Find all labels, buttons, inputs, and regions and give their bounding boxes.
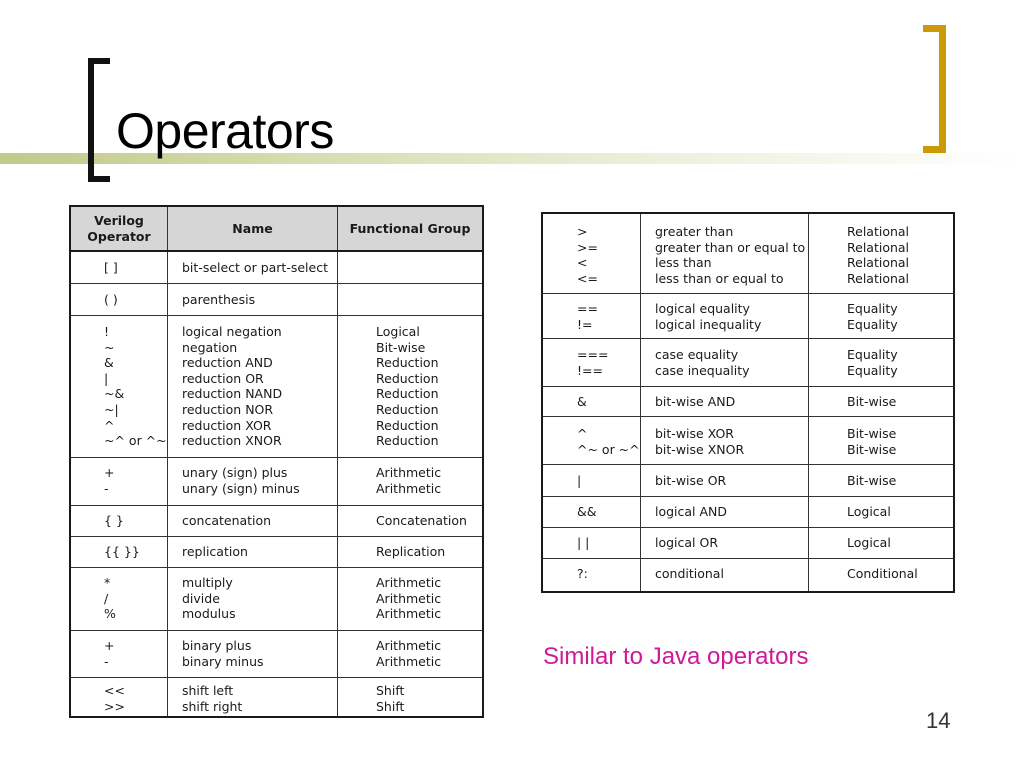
group-cell (338, 284, 482, 315)
operator-cell (543, 465, 641, 496)
table-row (71, 252, 482, 284)
operator-symbol: !== (577, 362, 603, 378)
operator-name: case inequality (655, 362, 750, 378)
operator-name: binary plus (182, 638, 252, 653)
name-cell (641, 465, 809, 496)
name-cell (641, 214, 809, 293)
operator-cell (71, 458, 168, 505)
name-cell (641, 528, 809, 558)
operator-cell (543, 528, 641, 558)
header-name-line: Name (232, 220, 273, 236)
operator-name: logical OR (655, 535, 719, 550)
caption-text: Similar to Java operators (543, 643, 809, 670)
operator-symbol: === (577, 347, 609, 362)
group-cell (809, 559, 953, 591)
operator-symbol: / (104, 590, 109, 606)
name-cell (641, 387, 809, 416)
operator-name: bit-wise OR (655, 473, 727, 488)
operator-symbol: { } (104, 513, 124, 528)
operator-name: reduction XOR (182, 417, 272, 433)
operator-symbol: && (577, 504, 597, 519)
operator-cell (71, 506, 168, 536)
operator-name: replication (182, 544, 248, 559)
operator-symbol: ^ (104, 417, 115, 433)
table-row (71, 458, 482, 506)
operator-group: Arithmetic (376, 638, 442, 653)
operator-group: Equality (847, 362, 898, 378)
operator-symbol: ~| (104, 401, 119, 417)
operator-cell (71, 252, 168, 283)
operator-symbol: ! (104, 324, 110, 339)
verilog-operators-table (69, 205, 484, 718)
operator-cell (543, 497, 641, 527)
operator-group (376, 260, 482, 276)
operator-group: Logical (847, 504, 891, 519)
table-row (543, 528, 953, 559)
header-name (168, 207, 338, 250)
group-cell (338, 458, 482, 505)
operator-symbol: [ ] (104, 260, 118, 275)
operator-group: Arithmetic (376, 606, 442, 622)
operator-group: Reduction (376, 370, 439, 386)
name-cell (168, 537, 338, 567)
table-row (71, 284, 482, 316)
operator-symbol: ^~ or ~^ (577, 441, 640, 457)
operator-group: Bit-wise (847, 441, 897, 457)
name-cell (641, 417, 809, 464)
operator-group: Arithmetic (376, 653, 442, 669)
group-cell (809, 214, 953, 293)
operator-group: Arithmetic (376, 575, 442, 590)
operator-symbol: + (104, 465, 115, 480)
table-row (71, 631, 482, 678)
operators-continued-table (541, 212, 955, 593)
operator-symbol: >= (577, 239, 598, 255)
operator-cell (543, 339, 641, 386)
operator-name: concatenation (182, 513, 272, 528)
name-cell (168, 284, 338, 315)
operator-name: less than or equal to (655, 270, 784, 286)
operator-group: Equality (847, 316, 898, 332)
name-cell (168, 506, 338, 536)
operator-symbol: >> (104, 698, 125, 714)
group-cell (338, 316, 482, 457)
table-row (543, 417, 953, 465)
operator-group: Replication (376, 544, 446, 559)
operator-group: Reduction (376, 401, 439, 417)
table-row (71, 506, 482, 537)
operator-symbol: {{ }} (104, 544, 140, 559)
operator-symbol: | (104, 370, 109, 386)
operator-cell (543, 387, 641, 416)
name-cell (168, 252, 338, 283)
left-bracket-decoration (88, 58, 110, 182)
operator-symbol: + (104, 638, 115, 653)
operator-group: Logical (376, 324, 420, 339)
operator-group: Relational (847, 270, 910, 286)
table-header-row (71, 207, 482, 252)
operator-cell (543, 417, 641, 464)
operator-symbol: | (577, 473, 582, 488)
group-cell (338, 678, 482, 716)
operator-symbol: & (577, 394, 587, 409)
operator-name: case equality (655, 347, 739, 362)
operator-group: Relational (847, 224, 910, 239)
operator-cell (71, 537, 168, 567)
group-cell (338, 252, 482, 283)
header-functional-group (338, 207, 482, 250)
table-row (543, 387, 953, 417)
operator-cell (543, 294, 641, 338)
slide-title: Operators (116, 103, 334, 159)
operator-symbol: * (104, 575, 111, 590)
operator-group: Conditional (847, 566, 918, 581)
operator-symbol: > (577, 224, 588, 239)
operator-cell (71, 568, 168, 630)
group-cell (809, 339, 953, 386)
operator-group: Bit-wise (376, 339, 426, 355)
operator-name: modulus (182, 606, 236, 622)
operator-symbol: != (577, 316, 593, 332)
operator-group: Bit-wise (847, 473, 897, 488)
operator-group: Relational (847, 239, 910, 255)
operator-name: parenthesis (182, 292, 256, 307)
operator-name: logical negation (182, 324, 282, 339)
operator-cell (71, 678, 168, 716)
operator-name: negation (182, 339, 238, 355)
operator-cell (543, 214, 641, 293)
operator-name: multiply (182, 575, 233, 590)
group-cell (809, 497, 953, 527)
operator-name: bit-wise XOR (655, 426, 734, 441)
operator-symbol: ( ) (104, 292, 118, 307)
table-row (71, 537, 482, 568)
operator-symbol: - (104, 480, 109, 496)
operator-symbol: & (104, 355, 114, 371)
operator-cell (71, 316, 168, 457)
operator-symbol: == (577, 301, 598, 316)
operator-name: divide (182, 590, 220, 606)
name-cell (641, 339, 809, 386)
operator-symbol: ?: (577, 566, 588, 581)
group-cell (809, 528, 953, 558)
operator-name: shift left (182, 683, 234, 698)
operator-group: Shift (376, 683, 405, 698)
operator-name: logical AND (655, 504, 728, 519)
table-row (71, 316, 482, 458)
table-row (71, 678, 482, 716)
operator-group: Reduction (376, 433, 439, 449)
table-row (543, 465, 953, 497)
group-cell (809, 387, 953, 416)
page-number: 14 (926, 708, 951, 733)
name-cell (168, 568, 338, 630)
operator-symbol: <= (577, 270, 598, 286)
operator-group: Concatenation (376, 513, 467, 528)
group-cell (338, 568, 482, 630)
operator-symbol: < (577, 255, 588, 271)
operator-group: Arithmetic (376, 590, 442, 606)
header-operator-line: Verilog (94, 212, 144, 228)
operator-group: Shift (376, 698, 405, 714)
operator-name: greater than or equal to (655, 239, 806, 255)
operator-name: unary (sign) plus (182, 465, 288, 480)
operator-name: less than (655, 255, 712, 271)
operator-name: binary minus (182, 653, 264, 669)
group-cell (809, 294, 953, 338)
group-cell (338, 631, 482, 677)
operator-group: Arithmetic (376, 465, 442, 480)
group-cell (809, 417, 953, 464)
operator-group: Relational (847, 255, 910, 271)
right-bracket-decoration (923, 25, 946, 153)
header-operator-line: Operator (87, 228, 151, 244)
group-cell (338, 537, 482, 567)
operator-symbol: | | (577, 535, 590, 550)
name-cell (168, 458, 338, 505)
table-row (543, 214, 953, 294)
operator-symbol: ~& (104, 386, 125, 402)
operator-name: reduction NOR (182, 401, 274, 417)
header-operator (71, 207, 168, 250)
operator-cell (543, 559, 641, 591)
operator-cell (71, 631, 168, 677)
operator-group: Reduction (376, 386, 439, 402)
name-cell (168, 316, 338, 457)
operator-name: bit-wise AND (655, 394, 736, 409)
operator-name: bit-wise XNOR (655, 441, 745, 457)
operator-symbol: ~ (104, 339, 115, 355)
operator-group: Bit-wise (847, 426, 897, 441)
operator-name: bit-select or part-select (182, 260, 328, 275)
name-cell (641, 559, 809, 591)
table-row (543, 559, 953, 591)
operator-symbol: ~^ or ^~ (104, 433, 167, 449)
operator-group: Bit-wise (847, 394, 897, 409)
name-cell (641, 294, 809, 338)
name-cell (641, 497, 809, 527)
operator-name: reduction OR (182, 370, 264, 386)
header-group-line: Functional Group (349, 220, 471, 236)
operator-name: shift right (182, 698, 243, 714)
operator-name: unary (sign) minus (182, 480, 300, 496)
operator-group: Equality (847, 347, 898, 362)
operator-group: Equality (847, 301, 898, 316)
operator-group: Logical (847, 535, 891, 550)
operator-group: Reduction (376, 355, 439, 371)
group-cell (809, 465, 953, 496)
operator-symbol: ^ (577, 426, 588, 441)
operator-group: Arithmetic (376, 480, 442, 496)
group-cell (338, 506, 482, 536)
table-row (543, 339, 953, 387)
operator-cell (71, 284, 168, 315)
operator-symbol: % (104, 606, 116, 622)
operator-symbol: - (104, 653, 109, 669)
operator-name: greater than (655, 224, 734, 239)
name-cell (168, 678, 338, 716)
operator-name: reduction XNOR (182, 433, 282, 449)
operator-group: Reduction (376, 417, 439, 433)
table-row (543, 294, 953, 339)
operator-name: reduction AND (182, 355, 273, 371)
operator-name: logical equality (655, 301, 750, 316)
operator-name: reduction NAND (182, 386, 283, 402)
operator-name: logical inequality (655, 316, 762, 332)
name-cell (168, 631, 338, 677)
operator-name: conditional (655, 566, 724, 581)
table-row (543, 497, 953, 528)
table-row (71, 568, 482, 631)
operator-symbol: << (104, 683, 125, 698)
operator-group (376, 292, 482, 308)
